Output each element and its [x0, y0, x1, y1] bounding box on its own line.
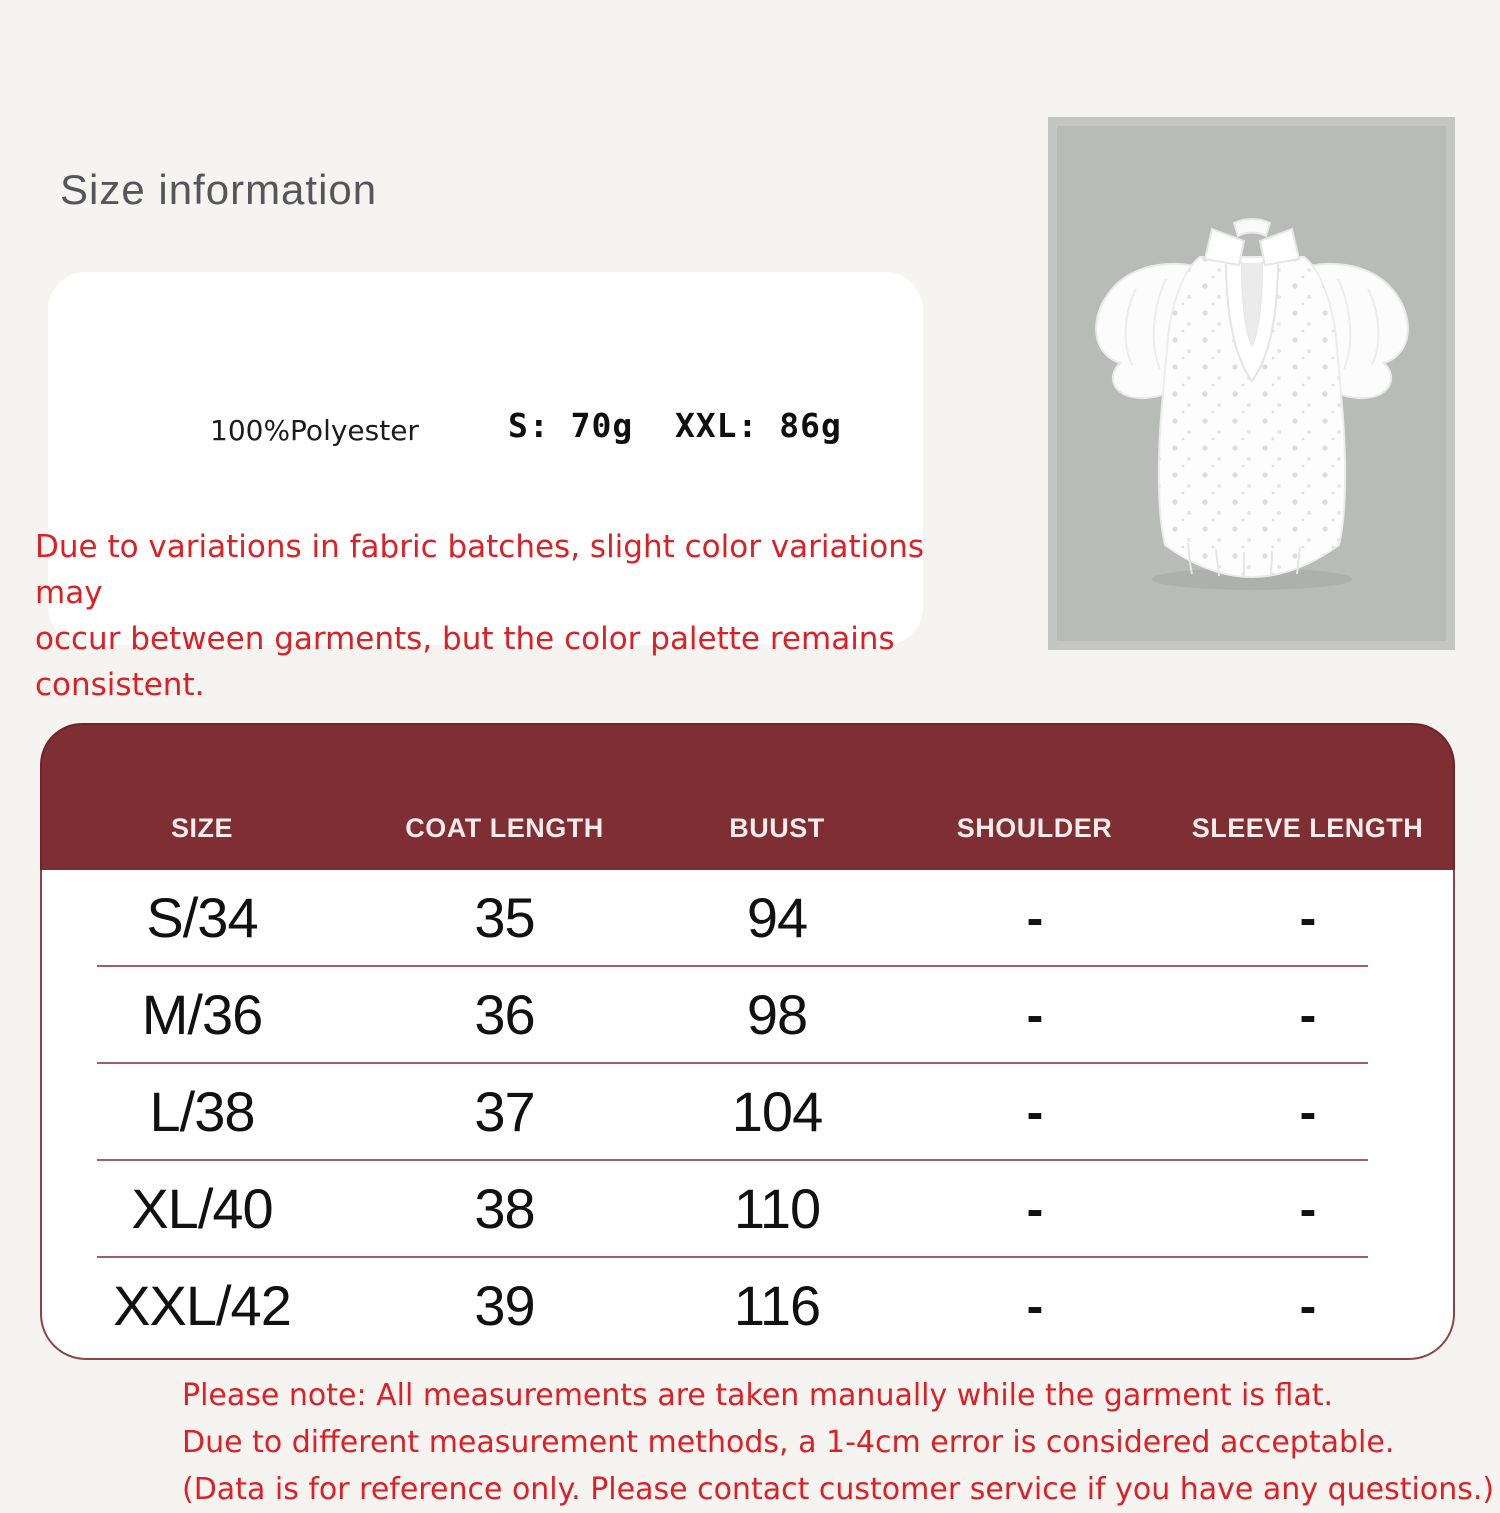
- table-row-m: [42, 967, 1453, 1062]
- cell-coat: 35: [474, 886, 535, 949]
- cell-shoulder: -: [1026, 1083, 1043, 1140]
- material-label: 100%Polyester: [210, 414, 419, 447]
- footnote-line-1: Please note: All measurements are taken manually while the garment is flat.: [182, 1378, 1334, 1413]
- column-header-bust: BUUST: [729, 813, 825, 843]
- cell-sleeve: -: [1299, 1180, 1316, 1237]
- cell-coat: 38: [474, 1177, 535, 1240]
- cell-size: M/36: [141, 983, 263, 1046]
- table-row-s: [42, 870, 1453, 965]
- column-header-coat-length: COAT LENGTH: [405, 813, 604, 843]
- cell-size: L/38: [149, 1080, 255, 1143]
- cell-bust: 116: [733, 1274, 821, 1337]
- cell-bust: 104: [731, 1080, 823, 1143]
- cell-sleeve: -: [1299, 1277, 1316, 1334]
- cell-shoulder: -: [1026, 1180, 1043, 1237]
- column-header-sleeve-length: SLEEVE LENGTH: [1191, 813, 1424, 843]
- table-row-xxl: [42, 1258, 1453, 1353]
- collar-back: [1234, 219, 1270, 236]
- cell-shoulder: -: [1026, 986, 1043, 1043]
- size-table: [40, 723, 1455, 1360]
- column-header-shoulder: SHOULDER: [956, 813, 1113, 843]
- cell-size: S/34: [146, 886, 258, 949]
- size-table-header: [40, 723, 1455, 870]
- weights-label: S: 70g XXL: 86g: [508, 406, 842, 445]
- measurement-footnote: [182, 1372, 1494, 1513]
- crop-top-illustration: [1048, 117, 1455, 650]
- cell-shoulder: -: [1026, 889, 1043, 946]
- cell-coat: 36: [474, 983, 535, 1046]
- footnote-line-3: (Data is for reference only. Please contact customer service if you have any questions.): [182, 1472, 1495, 1507]
- color-warning-line-1: Due to variations in fabric batches, slight color variations may: [35, 529, 925, 611]
- size-table-body: [40, 870, 1455, 1360]
- cell-shoulder: -: [1026, 1277, 1043, 1334]
- cell-coat: 37: [474, 1080, 535, 1143]
- column-header-size: SIZE: [170, 813, 233, 843]
- cell-bust: 98: [746, 983, 808, 1046]
- product-image: [1048, 117, 1455, 650]
- color-warning-line-2: occur between garments, but the color palette remains consistent.: [35, 621, 895, 703]
- page-title: Size information: [60, 166, 378, 213]
- cell-bust: 94: [746, 886, 808, 949]
- cell-sleeve: -: [1299, 889, 1316, 946]
- table-row-l: [42, 1064, 1453, 1159]
- color-variation-warning: [35, 524, 955, 708]
- cell-size: XL/40: [131, 1177, 273, 1240]
- footnote-line-2: Due to different measurement methods, a 1-4cm error is considered acceptable.: [182, 1425, 1395, 1460]
- cell-size: XXL/42: [113, 1274, 291, 1337]
- cell-coat: 39: [474, 1274, 535, 1337]
- cell-sleeve: -: [1299, 1083, 1316, 1140]
- table-row-xl: [42, 1161, 1453, 1256]
- cell-bust: 110: [733, 1177, 821, 1240]
- hem-gather-line: [1271, 551, 1272, 576]
- cell-sleeve: -: [1299, 986, 1316, 1043]
